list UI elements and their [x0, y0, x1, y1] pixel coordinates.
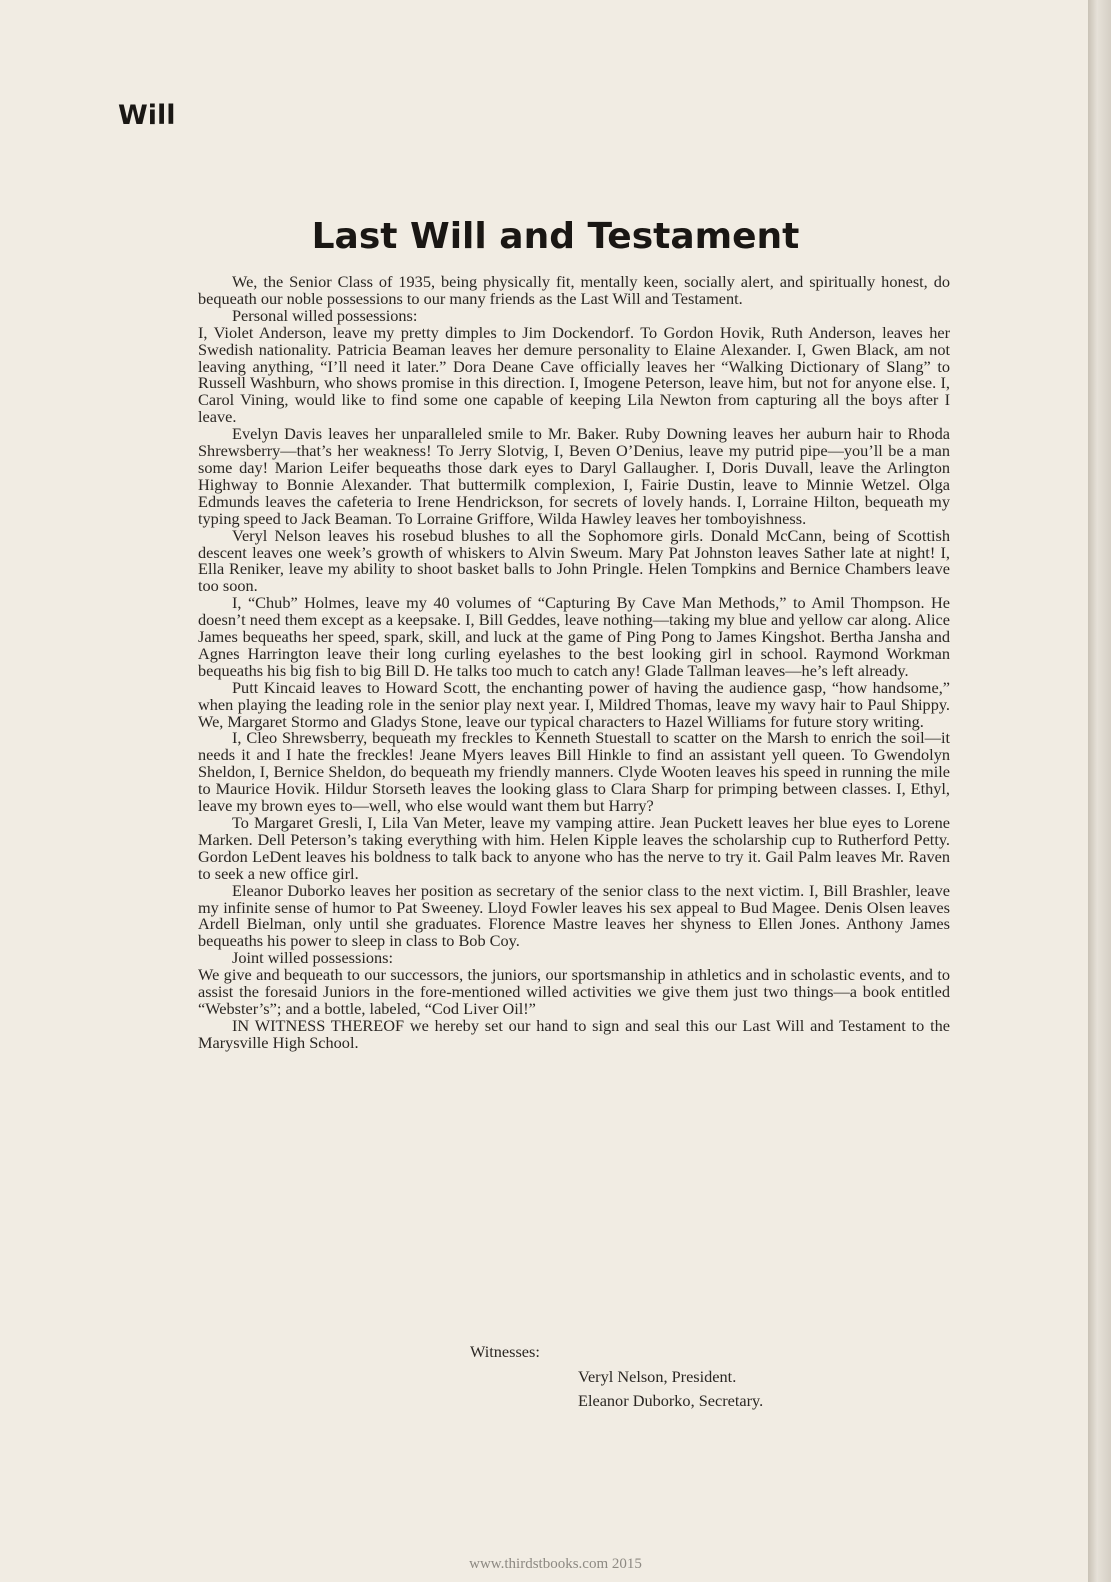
paragraph: I, “Chub” Holmes, leave my 40 volumes of “Capturing By Cave Man Methods,” to Amil Thompson. He doesn’t need them except as a keepsake. I, Bill Geddes, leave nothing—taking my blue and yellow car along. Alice James bequeaths her speed, spark, skill, and luck at the game of Ping Pong to James Kingshot. Bertha Jansha and Agnes Harrington leave their long curling eyelashes to the best looking girl in school. Raymond Workman bequeaths his big fish to big Bill D. He talks too much to catch any! Glade Tallman leaves—he’s left already. [198, 593, 950, 680]
page-title: Last Will and Testament [311, 216, 800, 257]
paragraph: Putt Kincaid leaves to Howard Scott, the enchanting power of having the audience gasp, “how handsome,” when playing the leading role in the senior play next year. I, Mildred Thomas, leave my wavy hair to Paul Shippy. We, Margaret Stormo and Gladys Stone, leave our typical characters to Hazel Williams for future story writing. [198, 677, 950, 731]
paragraph: We give and bequeath to our successors, the juniors, our sportsmanship in athletics and in scholastic events, and to assist the foresaid Juniors in the fore-mentioned willed activities we give them just two things—a book entitled “Webster’s”; and a bottle, labeled, “Cod Liver Oil!” [198, 965, 950, 1018]
paragraph: To Margaret Gresli, I, Lila Van Meter, leave my vamping attire. Jean Puckett leaves her blue eyes to Lorene Marken. Dell Peterson’s taking everything with him. Helen Kipple leaves the scholarship cup to Rutherford Petty. Gordon LeDent leaves his boldness to talk back to anyone who has the nerve to try it. Gail Palm leaves Mr. Raven to seek a new office girl. [198, 813, 950, 883]
watermark: www.thirdstbooks.com 2015 [469, 1556, 642, 1572]
signature-secretary: Eleanor Duborko, Secretary. [578, 1391, 764, 1410]
paragraph-witness: IN WITNESS THEREOF we hereby set our hand to sign and seal this our Last Will and Testament to the Marysville High School. [198, 1015, 950, 1052]
signature-president: Veryl Nelson, President. [578, 1367, 737, 1386]
paragraph: I, Cleo Shrewsberry, bequeath my freckles to Kenneth Stuestall to scatter on the Marsh to enrich the soil—it needs it and I hate the freckles! Jeane Myers leaves Bill Hinkle to find an assistant yell queen. To Gwendolyn Sheldon, I, Bernice Sheldon, do bequeath my friendly manners. Clyde Wooten leaves his speed in running the mile to Maurice Hovik. Hildur Storseth leaves the looking glass to Clara Sharp for primping between classes. I, Ethyl, leave my brown eyes to—well, who else would want them but Harry? [198, 728, 950, 816]
paragraph: Evelyn Davis leaves her unparalleled smile to Mr. Baker. Ruby Downing leaves her auburn hair to Rhoda Shrewsberry—that’s her weakness! To Jerry Slotvig, I, Beven O’Denius, leave my putrid pipe—you’ll be a man some day! Marion Leifer bequeaths those dark eyes to Daryl Gallaugher. I, Doris Duvall, leave the Arlington Highway to Bonnie Alexander. That buttermilk complexion, I, Fairie Dustin, leave to Minnie Wetzel. Olga Edmunds leaves the cafeteria to Irene Hendrickson, for secrets of lovely hands. I, Lorraine Hilton, bequeath my typing speed to Jack Beaman. To Lorraine Griffore, Wilda Hawley leaves her tomboyishness. [198, 424, 950, 528]
paragraph: Eleanor Duborko leaves her position as secretary of the senior class to the next victim. I, Bill Brashler, leave my infinite sense of humor to Pat Sweeney. Lloyd Fowler leaves his sex appeal to Bud Magee. Denis Olsen leaves Ardell Bielman, only until she graduates. Florence Mastre leaves her shyness to Ellen Jones. Anthony James bequeaths his power to sleep in class to Bob Coy. [198, 880, 950, 951]
witnesses-label: Witnesses: [470, 1342, 540, 1361]
section-label: Will [118, 100, 176, 131]
paragraph: I, Violet Anderson, leave my pretty dimples to Jim Dockendorf. To Gordon Hovik, Ruth Anderson, leaves her Swedish nationality. Patricia Beaman leaves her demure personality to Elaine Alexander. I, Gwen Black, am not leaving anything, “I’ll need it later.” Dora Deane Cave officially leaves her “Walking Dictionary of Slang” to Russell Washburn, who shows promise in this direction. I, Imogene Peterson, leave him, but not for anyone else. I, Carol Vining, would like to find some one capable of keeping Lila Newton from capturing all the boys after I leave. [198, 322, 950, 427]
paragraph: Veryl Nelson leaves his rosebud blushes to all the Sophomore girls. Donald McCann, being of Scottish descent leaves one week’s growth of whiskers to Alvin Sweum. Mary Pat Johnston leaves Sather late at night! I, Ella Reniker, leave my ability to shoot basket balls to John Pringle. Helen Tompkins and Bernice Chambers leave too soon. [198, 525, 950, 596]
paragraph-joint-heading: Joint willed possessions: [232, 948, 394, 968]
will-body [198, 274, 950, 1052]
paragraph-intro: We, the Senior Class of 1935, being physically fit, mentally keen, socially alert, and spiritually honest, do bequeath our noble possessions to our many friends as the Last Will and Testament. [198, 272, 950, 308]
paragraph-personal-heading: Personal willed possessions: [232, 305, 418, 325]
